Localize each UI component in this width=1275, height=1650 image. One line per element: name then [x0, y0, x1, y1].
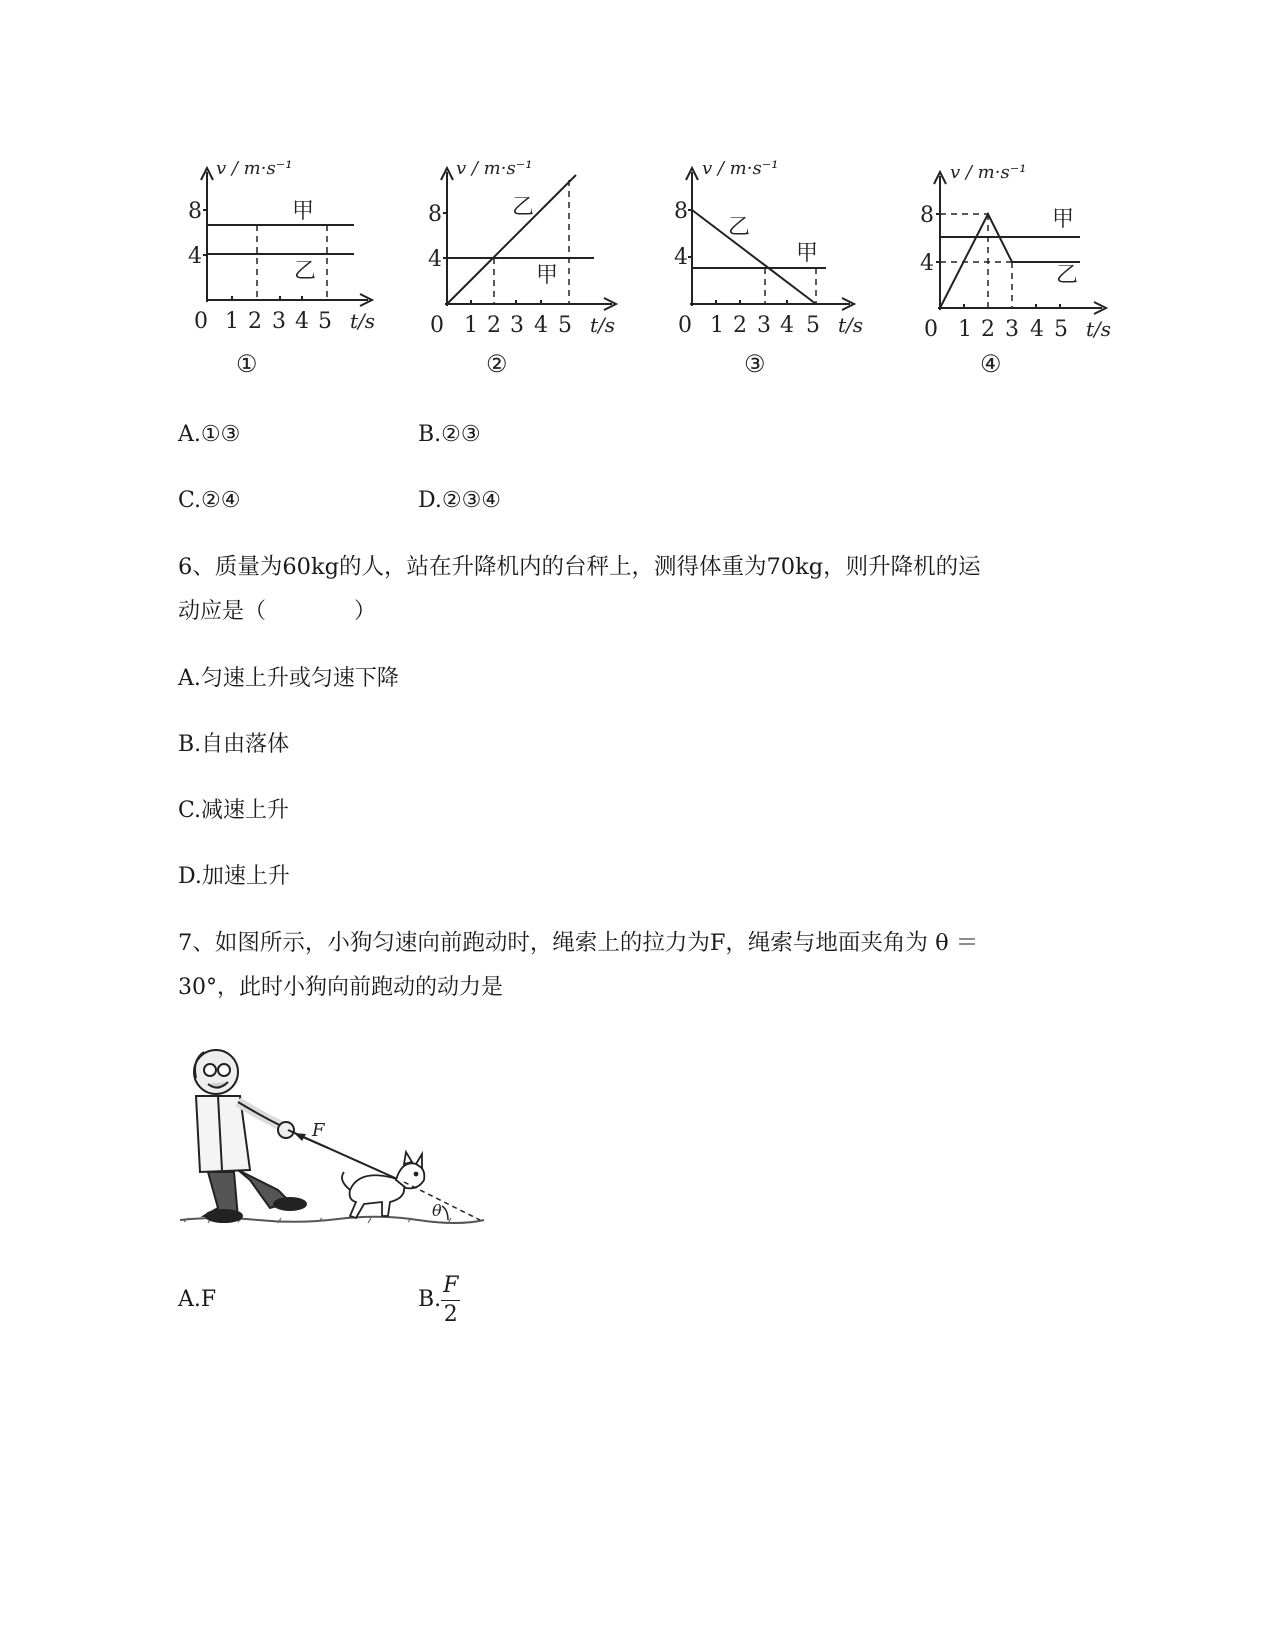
graph-1-xlabel: t/s [350, 309, 376, 333]
graph-2-xtick-2: 2 [487, 313, 501, 338]
graph-4-xtick-4: 4 [1030, 317, 1044, 342]
graph-1-yi: 乙 [294, 259, 317, 284]
graph-2-ylabel: v / m·s⁻¹ [456, 158, 533, 179]
graph-1-number: ① [236, 350, 258, 378]
q6-option-d[interactable]: D.加速上升 [178, 864, 290, 889]
graph-3-ylabel: v / m·s⁻¹ [702, 158, 779, 179]
graph-3-number: ③ [744, 350, 766, 378]
graph-2-yi: 乙 [512, 195, 535, 220]
graph-2-xtick-0: 0 [430, 313, 444, 338]
graph-4-number: ④ [980, 350, 1002, 378]
graph-3-ytick-4: 4 [674, 245, 688, 270]
graph-1-xtick-0: 0 [194, 309, 208, 334]
graph-3-xtick-4: 4 [780, 313, 794, 338]
graph-4 [912, 150, 1142, 390]
graph-2-xtick-4: 4 [534, 313, 548, 338]
q7-option-b[interactable] [418, 1270, 460, 1330]
graph-2 [416, 150, 646, 390]
graph-4-jia: 甲 [1052, 207, 1075, 232]
fraction-numerator: F [441, 1272, 460, 1301]
graph-4-ytick-8: 8 [920, 203, 934, 228]
graph-4-xlabel: t/s [1086, 317, 1112, 341]
graph-2-xtick-5: 5 [558, 313, 572, 338]
graph-1-xtick-5: 5 [318, 309, 332, 334]
graph-2-xtick-3: 3 [510, 313, 524, 338]
graph-1-ytick-4: 4 [188, 244, 202, 269]
man-drawing [194, 1050, 306, 1222]
dog-drawing [342, 1152, 424, 1218]
graph-2-xtick-1: 1 [464, 313, 478, 338]
q5-option-c[interactable]: C.②④ [178, 488, 241, 513]
q6-stem-line2: 动应是（ ） [178, 599, 377, 624]
graph-4-xtick-0: 0 [924, 317, 938, 342]
man-and-dog-figure [178, 1030, 488, 1230]
graph-1-xtick-3: 3 [272, 309, 286, 334]
graph-3 [664, 150, 894, 390]
graph-3-yi: 乙 [728, 215, 751, 240]
graph-3-xtick-2: 2 [733, 313, 747, 338]
graph-1-xtick-4: 4 [295, 309, 309, 334]
q5-option-b[interactable]: B.②③ [418, 422, 481, 447]
q5-option-a[interactable]: A.①③ [178, 422, 241, 447]
graph-2-jia: 甲 [536, 263, 559, 288]
graph-4-yi: 乙 [1056, 263, 1079, 288]
graph-2-number: ② [486, 350, 508, 378]
graph-2-ytick-8: 8 [428, 202, 442, 227]
graph-3-ytick-8: 8 [674, 199, 688, 224]
graph-1-jia: 甲 [292, 199, 315, 224]
graph-1-ytick-8: 8 [188, 199, 202, 224]
graph-4-ylabel: v / m·s⁻¹ [950, 162, 1027, 183]
graph-3-xtick-3: 3 [757, 313, 771, 338]
graph-3-xlabel: t/s [838, 313, 864, 337]
graph-4-ytick-4: 4 [920, 251, 934, 276]
q7-stem-line1: 7、如图所示，小狗匀速向前跑动时，绳索上的拉力为F，绳索与地面夹角为 θ ＝ [178, 930, 979, 956]
graph-1-xtick-2: 2 [248, 309, 262, 334]
graph-3-jia: 甲 [796, 241, 819, 266]
q5-option-d[interactable]: D.②③④ [418, 488, 502, 513]
graph-3-xtick-1: 1 [710, 313, 724, 338]
q6-option-a[interactable]: A.匀速上升或匀速下降 [178, 666, 399, 691]
fraction-f-over-2 [441, 1272, 460, 1329]
graph-1-xtick-1: 1 [225, 309, 239, 334]
q7-option-a[interactable]: A.F [178, 1287, 217, 1312]
graph-4-xtick-5: 5 [1054, 317, 1068, 342]
graph-1 [170, 150, 400, 390]
q6-stem-line1: 6、质量为60kg的人，站在升降机内的台秤上，测得体重为70kg，则升降机的运 [178, 554, 981, 580]
graph-4-xtick-1: 1 [958, 317, 972, 342]
graph-1-ylabel: v / m·s⁻¹ [216, 158, 293, 179]
q7-option-b-prefix: B. [418, 1287, 442, 1312]
fraction-denominator: 2 [443, 1301, 458, 1327]
angle-label: θ [432, 1201, 442, 1220]
graph-3-xtick-5: 5 [806, 313, 820, 338]
graph-2-xlabel: t/s [590, 313, 616, 337]
graph-4-xtick-2: 2 [981, 317, 995, 342]
q7-stem-line2: 30°，此时小狗向前跑动的动力是 [178, 975, 503, 1000]
q6-option-c[interactable]: C.减速上升 [178, 798, 290, 823]
graph-2-ytick-4: 4 [428, 247, 442, 272]
q6-option-b[interactable]: B.自由落体 [178, 732, 290, 757]
graph-4-xtick-3: 3 [1005, 317, 1019, 342]
graph-3-xtick-0: 0 [678, 313, 692, 338]
force-label: F [312, 1120, 325, 1141]
